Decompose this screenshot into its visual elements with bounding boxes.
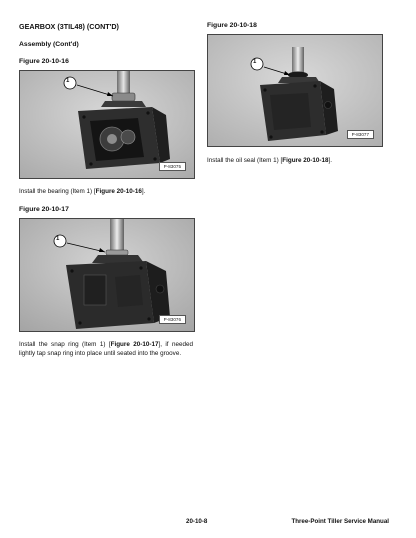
- callout-number-17: 1: [56, 236, 60, 242]
- figure-photo-18: [207, 34, 383, 147]
- instruction-oil-seal-end: ].: [328, 157, 332, 164]
- instruction-snap-ring-end: ], if needed lightly tap snap ring into place until seated into the groove.: [19, 341, 193, 357]
- figure-photo-16: [19, 70, 195, 179]
- figure-reference-16: Figure 20-10-16: [95, 188, 142, 195]
- figure-photo-17: [19, 218, 195, 332]
- instruction-bearing-end: ].: [141, 188, 146, 195]
- section-title: GEARBOX (3TIL48) (CONT'D): [19, 22, 119, 31]
- photo-code-18: P-83077: [347, 130, 374, 139]
- manual-title: Three-Point Tiller Service Manual: [291, 518, 389, 525]
- photo-code-16: P-83075: [159, 162, 186, 171]
- callout-number-16: 1: [66, 78, 70, 84]
- figure-label-16: Figure 20-10-16: [19, 58, 69, 65]
- figure-label-17: Figure 20-10-17: [19, 206, 69, 213]
- instruction-bearing: [19, 188, 193, 197]
- instruction-bearing-text: Install the bearing (Item 1) [: [19, 188, 96, 195]
- figure-label-18: Figure 20-10-18: [207, 22, 257, 29]
- photo-code-17: P-83076: [159, 315, 186, 324]
- instruction-snap-ring: [19, 341, 193, 358]
- figure-reference-18: Figure 20-10-18: [282, 157, 329, 164]
- page-number: 20-10-8: [186, 518, 208, 525]
- figure-reference-17: Figure 20-10-17: [110, 341, 159, 348]
- section-subtitle: Assembly (Cont'd): [19, 41, 79, 48]
- callout-number-18: 1: [253, 59, 257, 65]
- instruction-snap-ring-text: Install the snap ring (Item 1) [: [19, 341, 111, 348]
- instruction-oil-seal: [207, 157, 381, 166]
- instruction-oil-seal-text: Install the oil seal (Item 1) [: [207, 157, 283, 164]
